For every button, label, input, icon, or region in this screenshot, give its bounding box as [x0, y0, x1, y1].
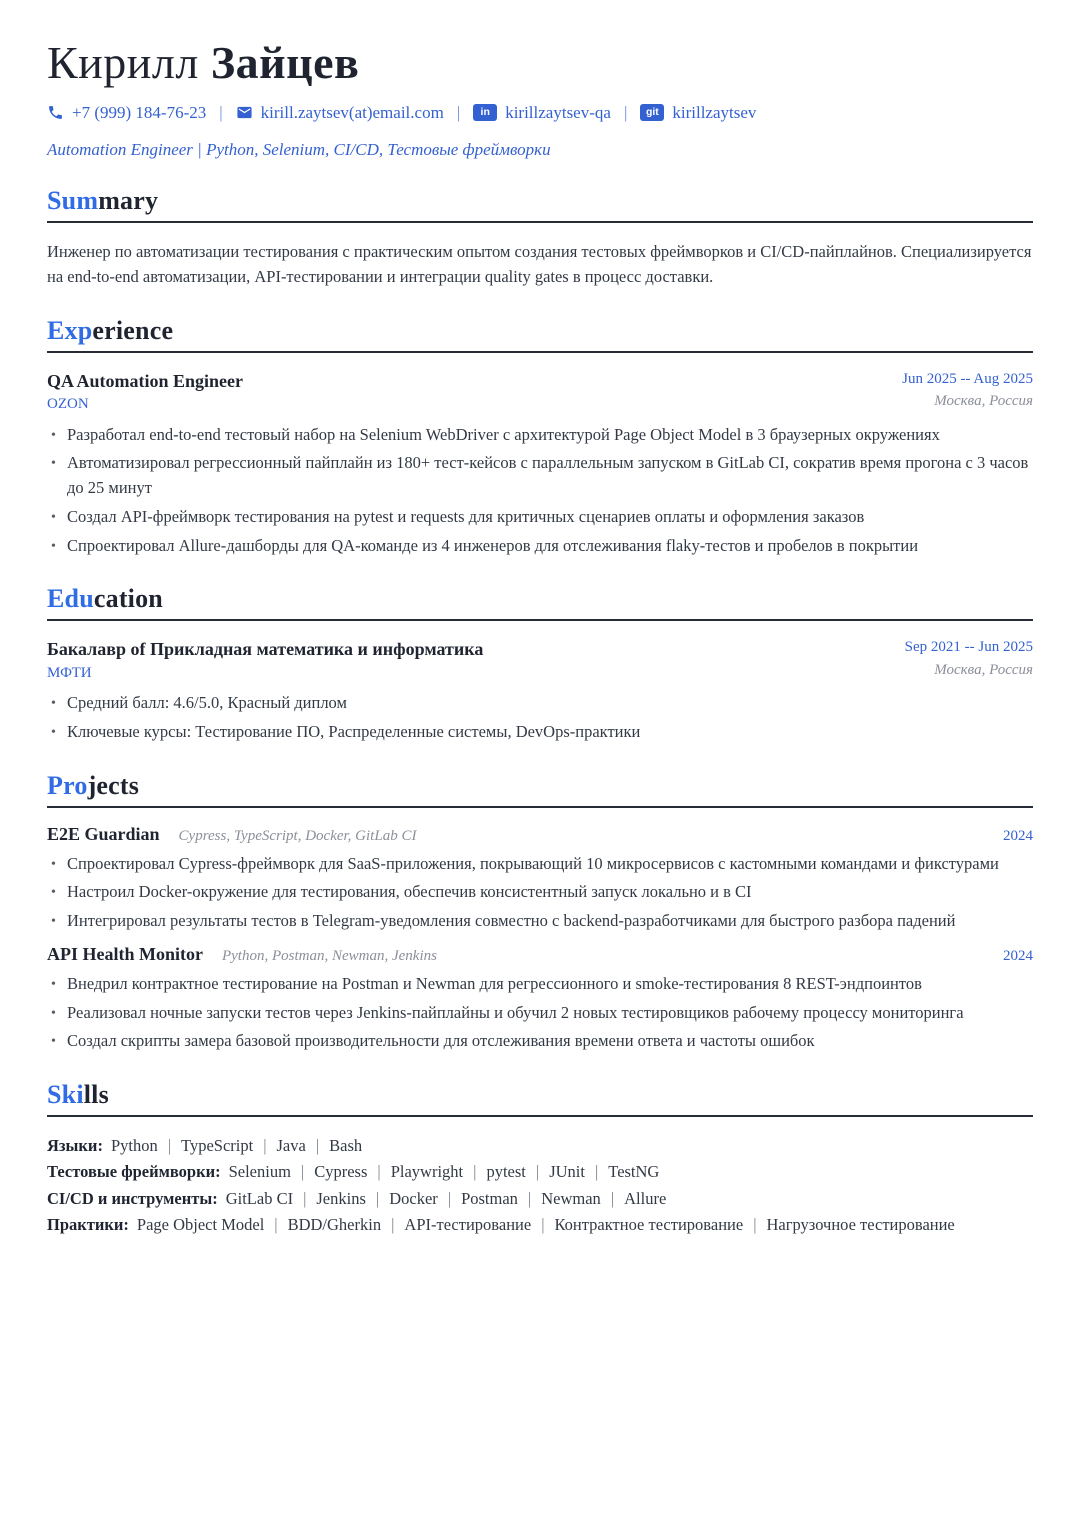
contact-phone-label: +7 (999) 184-76-23 — [72, 102, 207, 122]
section-title-rest: erience — [92, 315, 174, 345]
section-divider — [47, 619, 1033, 621]
section-experience — [47, 316, 1033, 559]
section-title-education — [47, 584, 1033, 614]
project-stack: Cypress, TypeScript, Docker, GitLab CI — [178, 827, 417, 844]
skill-separator: | — [263, 1136, 267, 1156]
project-bullet: • Настроил Docker-окружение для тестирования, обеспечив консистентный запуск локально и в CI — [65, 880, 1033, 905]
section-title-rest: mary — [98, 185, 159, 215]
skill-item: Cypress — [314, 1162, 368, 1182]
job-bullet: • Создал API-фреймворк тестирования на pytest и requests для критичных сценариев оплаты и оформления заказов — [65, 505, 1033, 530]
skill-item: Selenium — [228, 1162, 291, 1182]
skill-item: BDD/Gherkin — [287, 1215, 382, 1235]
skill-item: Контрактное тестирование — [554, 1215, 744, 1235]
skill-separator: | — [375, 1188, 380, 1208]
linkedin-icon: in — [473, 104, 497, 121]
job-dates: Jun 2025 -- Aug 2025 — [902, 370, 1033, 387]
git-icon: git — [640, 104, 664, 121]
skill-separator: | — [541, 1215, 545, 1235]
project-year: 2024 — [1003, 827, 1033, 844]
section-title-accent: Ski — [47, 1080, 84, 1110]
section-title-rest: jects — [87, 770, 140, 800]
skill-row-languages — [47, 1133, 1033, 1159]
section-title-accent: Pro — [47, 770, 88, 800]
skill-items — [111, 1136, 362, 1155]
skill-row-label: Языки: — [47, 1136, 103, 1156]
skill-separator: | — [303, 1188, 307, 1208]
project-name: API Health Monitor — [47, 943, 203, 964]
company-name: OZON — [47, 396, 89, 413]
section-education — [47, 584, 1033, 744]
section-title-projects — [47, 771, 1033, 801]
section-skills — [47, 1080, 1033, 1239]
section-projects — [47, 771, 1033, 1055]
contact-phone[interactable] — [47, 103, 206, 123]
section-divider — [47, 351, 1033, 353]
project-entry-head — [47, 944, 1033, 965]
skill-item: pytest — [486, 1162, 526, 1182]
skill-separator: | — [167, 1136, 172, 1156]
skill-items — [229, 1162, 660, 1181]
education-entry — [47, 637, 1033, 744]
project-stack: Python, Postman, Newman, Jenkins — [221, 947, 437, 964]
job-bullet: • Спроектировал Allure-дашборды для QA-команде из 4 инженеров для отслеживания flaky-тестов и пробелов в покрытии — [65, 534, 1033, 559]
skill-separator: | — [535, 1162, 540, 1182]
section-title-accent: Edu — [47, 584, 94, 614]
project-entry — [47, 944, 1033, 1054]
section-title-accent: Exp — [47, 315, 93, 345]
education-entry-head — [47, 637, 1033, 684]
project-bullet: • Внедрил контрактное тестирование на Postman и Newman для регрессионного и smoke-тестирования 8 REST-эндпоинтов — [65, 972, 1033, 997]
contact-separator: | — [623, 102, 628, 122]
skill-separator: | — [753, 1215, 757, 1235]
summary-text: Инженер по автоматизации тестирования с практическим опытом создания тестовых фреймворков и CI/CD-пайплайнов. Специализируется на end-to-end автоматизации, API-тестировании и интеграции quality gates в процесс доставки. — [47, 241, 1032, 287]
skill-row-cicd-tools — [47, 1186, 1033, 1212]
project-bullet: • Спроектировал Cypress-фреймворк для SaaS-приложения, покрывающий 10 микросервисов с кастомными командами и фикстурами — [65, 852, 1033, 877]
job-bullet: • Автоматизировал регрессионный пайплайн из 180+ тест-кейсов с параллельным запуском в GitLab CI, сократив время прогона с 3 часов до 25 минут — [65, 451, 1033, 501]
skill-items — [226, 1189, 667, 1208]
skill-separator: | — [377, 1162, 381, 1182]
section-divider — [47, 1115, 1033, 1117]
contact-email-label: kirill.zaytsev(at)email.com — [260, 102, 444, 122]
education-dates: Sep 2021 -- Jun 2025 — [904, 639, 1033, 656]
skill-row-label: Тестовые фреймворки: — [47, 1162, 221, 1182]
contact-linkedin-label: kirillzaytsev-qa — [505, 102, 611, 122]
skill-item: Нагрузочное тестирование — [766, 1215, 955, 1235]
section-title-summary — [47, 186, 1033, 216]
skill-row-test-frameworks — [47, 1159, 1033, 1185]
section-divider — [47, 806, 1033, 808]
skill-item: Page Object Model — [136, 1215, 265, 1235]
contact-separator: | — [456, 102, 461, 122]
project-entry-head — [47, 824, 1033, 845]
section-summary — [47, 186, 1033, 290]
tagline: Automation Engineer | Python, Selenium, CI/CD, Тестовые фреймворки — [47, 139, 551, 159]
skill-item: Python — [110, 1136, 158, 1156]
job-bullet-list — [65, 423, 1033, 559]
skill-item: Bash — [329, 1136, 363, 1156]
skill-separator: | — [300, 1162, 305, 1182]
skill-separator: | — [527, 1188, 532, 1208]
education-bullet: • Средний балл: 4.6/5.0, Красный диплом — [65, 691, 1033, 716]
skill-item: TypeScript — [181, 1136, 254, 1156]
skill-item: TestNG — [608, 1162, 660, 1182]
education-bullet-list — [65, 691, 1033, 745]
project-bullet-list — [65, 972, 1033, 1054]
skill-item: Java — [276, 1136, 306, 1156]
project-name: E2E Guardian — [47, 823, 160, 844]
skill-separator: | — [315, 1136, 320, 1156]
contact-linkedin[interactable] — [473, 103, 611, 123]
job-location: Москва, Россия — [934, 393, 1033, 410]
candidate-name — [47, 38, 1033, 89]
skill-item: Newman — [541, 1188, 601, 1208]
skill-item: Playwright — [390, 1162, 464, 1182]
skill-separator: | — [610, 1188, 615, 1208]
experience-entry — [47, 369, 1033, 559]
education-location: Москва, Россия — [934, 662, 1033, 679]
section-title-rest: cation — [93, 584, 163, 614]
degree-title: Бакалавр of Прикладная математика и информатика — [47, 639, 484, 660]
school-name: МФТИ — [47, 664, 92, 681]
phone-icon — [47, 104, 64, 121]
skill-item: GitLab CI — [225, 1188, 294, 1208]
skill-row-label: CI/CD и инструменты: — [47, 1188, 218, 1208]
project-bullet: • Реализовал ночные запуски тестов через Jenkins-пайплайны и обучил 2 новых тестировщиков рабочему процессу мониторинга — [65, 1001, 1033, 1026]
candidate-first-name: Кирилл — [47, 37, 199, 88]
candidate-last-name: Зайцев — [210, 37, 360, 88]
skill-item: JUnit — [549, 1162, 585, 1182]
section-title-experience — [47, 316, 1033, 346]
contact-git[interactable] — [640, 103, 756, 123]
project-bullet-list — [65, 852, 1033, 934]
contact-email[interactable] — [236, 103, 444, 123]
skill-item: API-тестирование — [404, 1215, 532, 1235]
job-bullet: • Разработал end-to-end тестовый набор на Selenium WebDriver с архитектурой Page Object Model в 3 браузерных окружениях — [65, 423, 1033, 448]
project-bullet: • Создал скрипты замера базовой производительности для отслеживания времени ответа и частоты ошибок — [65, 1029, 1033, 1054]
project-entry — [47, 824, 1033, 934]
skill-separator: | — [594, 1162, 599, 1182]
email-icon — [236, 104, 253, 121]
experience-entry-head — [47, 369, 1033, 416]
job-title: QA Automation Engineer — [47, 370, 244, 391]
skill-row-label: Практики: — [47, 1215, 129, 1235]
skill-item: Docker — [389, 1188, 438, 1208]
section-title-skills — [47, 1080, 1033, 1110]
contact-row — [47, 103, 1033, 123]
skill-separator: | — [274, 1215, 278, 1235]
section-divider — [47, 221, 1033, 223]
skill-row-practices — [47, 1212, 1033, 1238]
skill-item: Allure — [624, 1188, 667, 1208]
contact-separator: | — [219, 102, 223, 122]
project-year: 2024 — [1003, 947, 1033, 964]
section-title-rest: lls — [83, 1080, 109, 1110]
education-bullet: • Ключевые курсы: Тестирование ПО, Распределенные системы, DevOps-практики — [65, 720, 1033, 745]
contact-git-label: kirillzaytsev — [672, 102, 757, 122]
skill-items — [137, 1215, 955, 1234]
skill-separator: | — [473, 1162, 477, 1182]
resume-header — [47, 38, 1033, 160]
project-bullet: • Интегрировал результаты тестов в Telegram-уведомления совместно с backend-разработчиками для быстрого разбора падений — [65, 909, 1033, 934]
skill-separator: | — [391, 1215, 395, 1235]
skill-item: Jenkins — [316, 1188, 366, 1208]
section-title-accent: Sum — [47, 185, 99, 215]
skill-separator: | — [447, 1188, 452, 1208]
skill-item: Postman — [461, 1188, 518, 1208]
